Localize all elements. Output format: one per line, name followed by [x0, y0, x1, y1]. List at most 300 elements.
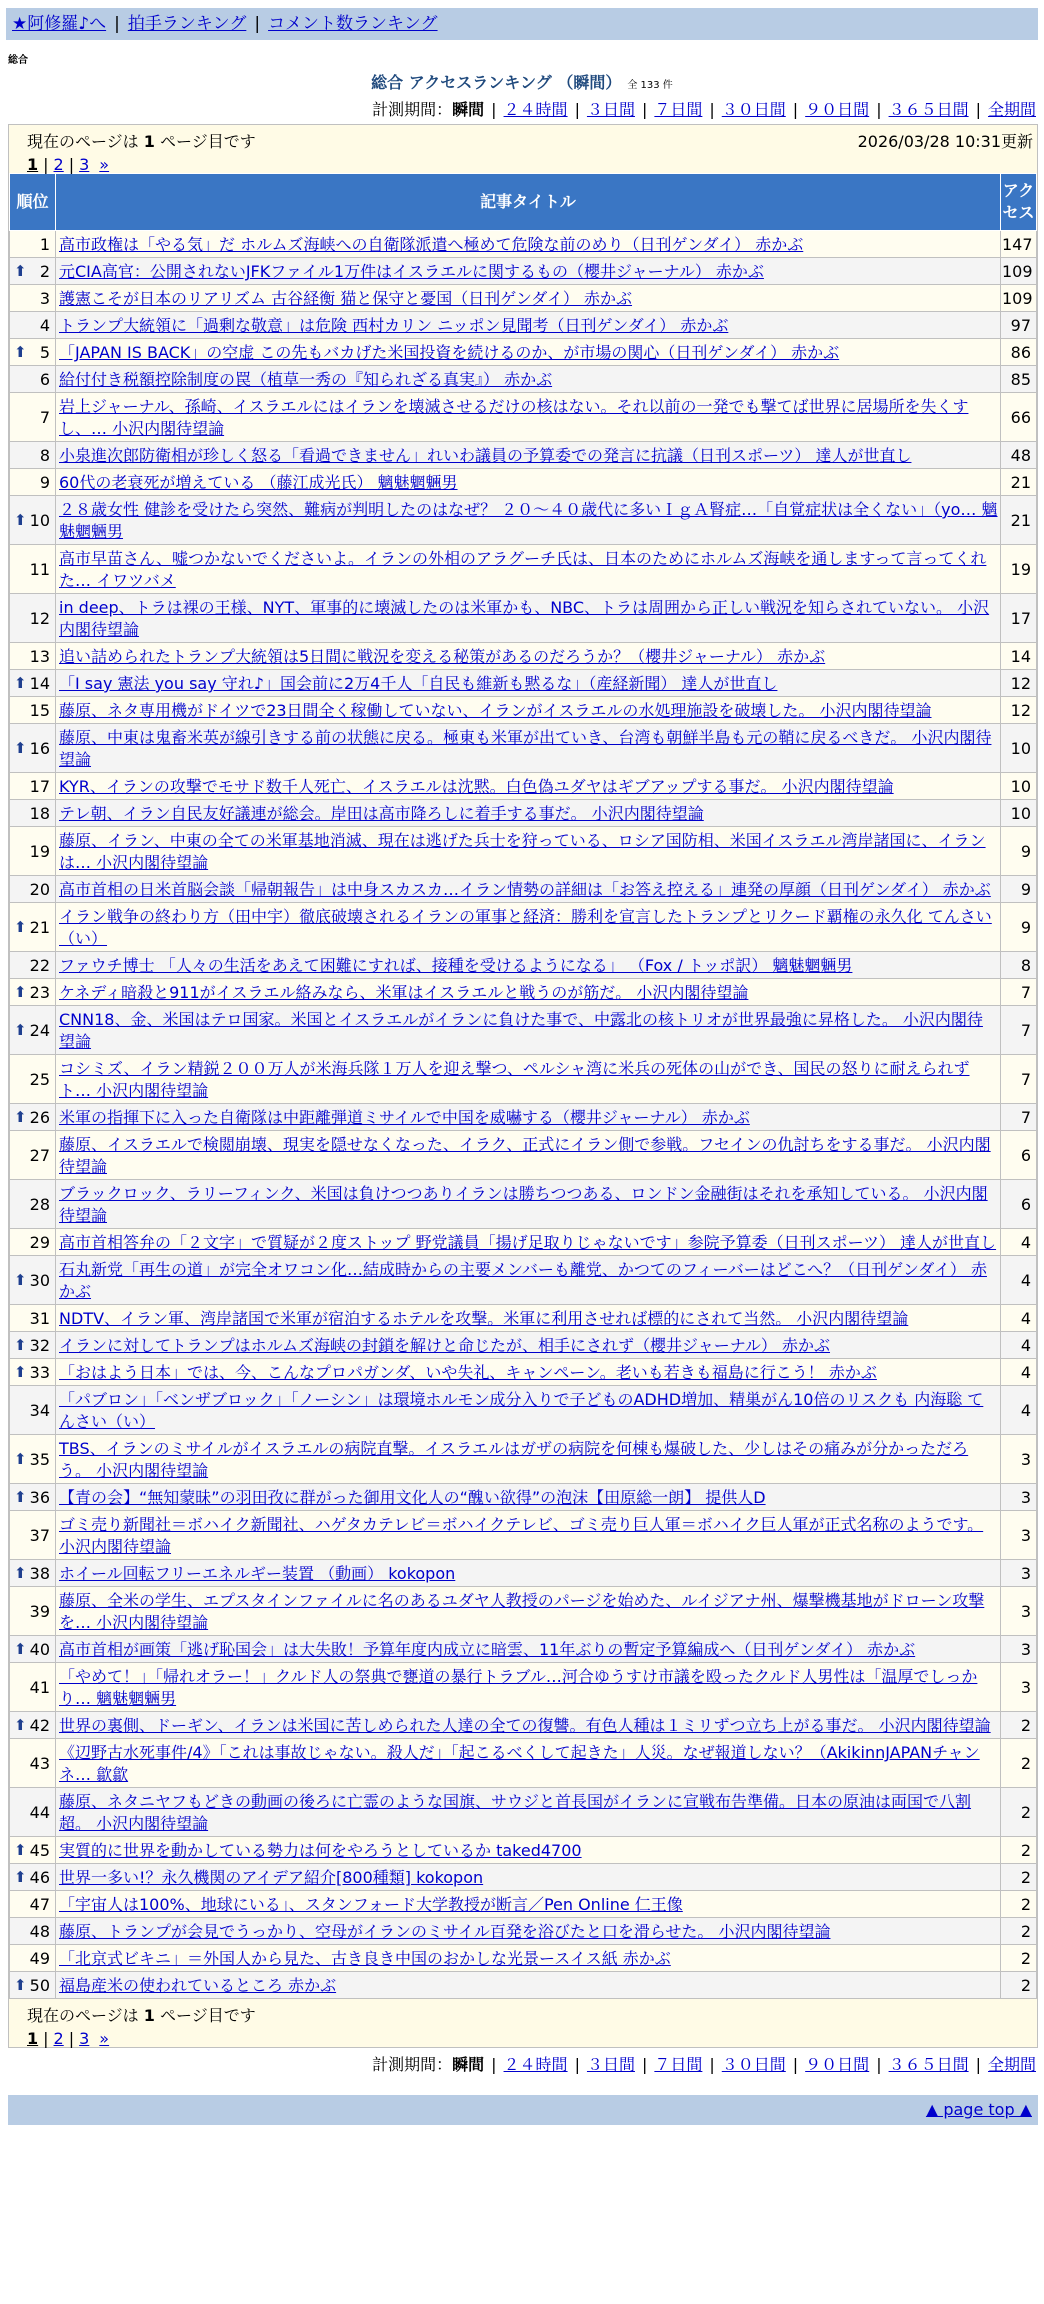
rank-number: 2: [39, 261, 50, 281]
period-separator: |: [975, 100, 981, 119]
up-arrow-icon: ⬆: [14, 674, 27, 692]
period-separator: |: [876, 100, 882, 119]
period-option[interactable]: ９０日間: [805, 100, 870, 119]
pager-separator: |: [43, 155, 49, 174]
access-count: 86: [1001, 339, 1037, 366]
period-separator: |: [709, 100, 715, 119]
page-info-bottom: [9, 1999, 1037, 2047]
rank-cell: [10, 1180, 56, 1229]
access-count: 2: [1001, 1918, 1037, 1945]
rank-number: 25: [29, 1069, 50, 1089]
table-row: [10, 366, 1037, 393]
table-row: [10, 1511, 1037, 1560]
nav-separator: |: [254, 14, 261, 34]
rank-cell: [10, 1104, 56, 1131]
title-cell: [56, 1180, 1001, 1229]
table-row: [10, 496, 1037, 545]
period-option[interactable]: ３０日間: [721, 100, 786, 119]
category-label: 総合: [8, 55, 28, 66]
rank-cell: [10, 1359, 56, 1386]
access-count: 21: [1001, 469, 1037, 496]
rank-cell: [10, 1587, 56, 1636]
title-cell: [56, 496, 1001, 545]
rank-cell: [10, 1891, 56, 1918]
table-row: [10, 393, 1037, 442]
updated-time: 2026/03/28 10:31更新: [857, 132, 1033, 151]
rank-number: 41: [29, 1677, 50, 1697]
title-cell: [56, 1663, 1001, 1712]
access-count: 2: [1001, 1788, 1037, 1837]
title-cell: [56, 1229, 1001, 1256]
period-option[interactable]: 全期間: [987, 2055, 1036, 2074]
article-link[interactable]: KYR、イランの攻撃でモサド数千人死亡、イスラエルは沈黙。白色偽ユダヤはギブアップする事だ。 小沢内閣待望論: [59, 777, 894, 796]
article-link[interactable]: ファウチ博士 「人々の生活をあえて困難にすれば、接種を受けるようになる」 （Fox / トッポ訳） 魑魅魍魎男: [59, 956, 853, 975]
rank-cell: [10, 773, 56, 800]
access-count: 4: [1001, 1332, 1037, 1359]
ranking-total: 全 133 件: [627, 80, 673, 91]
article-link[interactable]: 藤原、イラン、中東の全ての米軍基地消滅、現在は逃げた兵士を狩っている、ロシア国防相、米国イスラエル湾岸諸国に、イランは… 小沢内閣待望論: [59, 831, 986, 872]
article-link[interactable]: トランプ大統領に「過剰な敬意」は危険 西村カリン ニッポン見聞考（日刊ゲンダイ） 赤かぶ: [59, 316, 729, 335]
table-row: [10, 643, 1037, 670]
article-link[interactable]: ホイール回転フリーエネルギー装置 （動画） kokopon: [59, 1564, 456, 1583]
access-count: 4: [1001, 1386, 1037, 1435]
table-row: [10, 952, 1037, 979]
rank-number: 6: [39, 369, 50, 389]
up-arrow-icon: ⬆: [14, 262, 27, 280]
article-link[interactable]: in deep、トラは裸の王様、NYT、軍事的に壊滅したのは米軍かも、NBC、トラは周囲から正しい戦況を知らされていない。 小沢内閣待望論: [59, 598, 990, 639]
period-separator: |: [975, 2055, 981, 2074]
title-cell: [56, 285, 1001, 312]
rank-cell: [10, 724, 56, 773]
article-link[interactable]: 「やめて！」「帰れオラー！」クルド人の祭典で甕道の暴行トラブル…河合ゆうすけ市議を殴ったクルド人男性は「温厚でしっかり… 魑魅魍魎男: [59, 1667, 978, 1708]
article-link[interactable]: ゴミ売り新聞社＝ボハイク新聞社、ハゲタカテレビ＝ボハイクテレビ、ゴミ売り巨人軍＝ボハイク巨人軍が正式名称のようです。 小沢内閣待望論: [59, 1515, 984, 1556]
access-count: 8: [1001, 952, 1037, 979]
pager-next[interactable]: »: [99, 155, 110, 174]
access-count: 4: [1001, 1229, 1037, 1256]
pager-top: [27, 155, 1031, 174]
title-cell: [56, 1712, 1001, 1739]
rank-number: 15: [29, 700, 50, 720]
title-cell: [56, 1788, 1001, 1837]
table-row: [10, 1972, 1037, 1999]
article-link[interactable]: 追い詰められたトランプ大統領は5日間に戦況を変える秘策があるのだろうか？（櫻井ジャーナル） 赤かぶ: [59, 647, 826, 666]
title-cell: [56, 1386, 1001, 1435]
article-link[interactable]: 高市首相の日米首脳会談「帰朝報告」は中身スカスカ…イラン情勢の詳細は「お答え控える」連発の厚顔（日刊ゲンダイ） 赤かぶ: [59, 880, 991, 899]
table-row: [10, 1945, 1037, 1972]
up-arrow-icon: ⬆: [14, 1021, 27, 1039]
period-option[interactable]: ３６５日間: [888, 2055, 969, 2074]
access-count: 3: [1001, 1511, 1037, 1560]
title-cell: [56, 231, 1001, 258]
rank-cell: [10, 1332, 56, 1359]
article-link[interactable]: 「北京式ビキニ」＝外国人から見た、古き良き中国のおかしな光景ースイス紙 赤かぶ: [59, 1949, 671, 1968]
table-row: [10, 312, 1037, 339]
period-option[interactable]: ９０日間: [805, 2055, 870, 2074]
table-row: [10, 876, 1037, 903]
pager-separator: |: [68, 155, 75, 174]
title-cell: [56, 724, 1001, 773]
table-row: [10, 231, 1037, 258]
article-link[interactable]: 米軍の指揮下に入った自衛隊は中距離弾道ミサイルで中国を威嚇する（櫻井ジャーナル） 赤かぶ: [59, 1108, 750, 1127]
pager-link[interactable]: 2: [53, 2029, 64, 2048]
up-arrow-icon: ⬆: [14, 1976, 27, 1994]
period-label: 計測期間：: [372, 100, 453, 119]
table-row: [10, 903, 1037, 952]
up-arrow-icon: ⬆: [14, 1108, 27, 1126]
table-row: [10, 285, 1037, 312]
rank-number: 38: [29, 1563, 50, 1583]
title-cell: [56, 773, 1001, 800]
title-cell: [56, 827, 1001, 876]
rank-number: 19: [29, 841, 50, 861]
rank-number: 13: [29, 646, 50, 666]
access-count: 97: [1001, 312, 1037, 339]
table-row: [10, 1055, 1037, 1104]
article-link[interactable]: 60代の老衰死が増えている （藤江成光氏） 魑魅魍魎男: [59, 473, 458, 492]
access-count: 7: [1001, 1104, 1037, 1131]
rank-number: 27: [29, 1145, 50, 1165]
rank-cell: [10, 979, 56, 1006]
period-separator: |: [574, 100, 580, 119]
rank-number: 17: [29, 776, 50, 796]
title-cell: [56, 903, 1001, 952]
up-arrow-icon: ⬆: [14, 1841, 27, 1859]
ranking-table-body: [10, 231, 1037, 1999]
page-indicator: 現在のページは 1 ページ目です: [27, 132, 256, 151]
rank-number: 46: [29, 1867, 50, 1887]
access-count: 3: [1001, 1435, 1037, 1484]
rank-cell: [10, 545, 56, 594]
rank-number: 4: [39, 315, 50, 335]
rank-cell: [10, 1739, 56, 1788]
rank-cell: [10, 903, 56, 952]
article-link[interactable]: テレ朝、イラン自民友好議連が総会。岸田は高市降ろしに着手する事だ。 小沢内閣待望論: [59, 804, 704, 823]
title-cell: [56, 952, 1001, 979]
rank-cell: [10, 1305, 56, 1332]
access-count: 6: [1001, 1180, 1037, 1229]
period-option[interactable]: ７日間: [654, 2055, 703, 2074]
rank-cell: [10, 469, 56, 496]
footer-bar: [8, 2095, 1038, 2125]
rank-cell: [10, 1837, 56, 1864]
article-link[interactable]: 「JAPAN IS BACK」の空虚 この先もバカげた米国投資を続けるのか、が市場の関心（日刊ゲンダイ） 赤かぶ: [59, 343, 840, 362]
article-link[interactable]: 「おはよう日本」では、今、こんなプロパガンダ、いや失礼、キャンペーン。老いも若きも福島に行こう！ 赤かぶ: [59, 1363, 877, 1382]
table-row: [10, 1891, 1037, 1918]
period-selector-bottom: [0, 2052, 1036, 2075]
article-link[interactable]: 《辺野古水死事件/4》「これは事故じゃない。殺人だ」「起こるべくして起きた」人災。なぜ報道しない？（AkikinnJAPANチャンネ… 歙歙: [59, 1743, 980, 1784]
pager-link[interactable]: 2: [53, 155, 64, 174]
table-row: [10, 1104, 1037, 1131]
table-row: [10, 442, 1037, 469]
col-count-header: アクセス: [1001, 174, 1037, 231]
up-arrow-icon: ⬆: [14, 1488, 27, 1506]
period-separator: |: [641, 100, 648, 119]
table-row: [10, 1864, 1037, 1891]
article-link[interactable]: NDTV、イラン軍、湾岸諸国で米軍が宿泊するホテルを攻撃。米軍に利用させれば標的にされて当然。 小沢内閣待望論: [59, 1309, 909, 1328]
access-count: 9: [1001, 903, 1037, 952]
article-link[interactable]: コシミズ、イラン精鋭２００万人が米海兵隊１万人を迎え撃つ、ペルシャ湾に米兵の死体の山ができ、国民の怒りに耐えられずト… 小沢内閣待望論: [59, 1059, 970, 1100]
article-link[interactable]: CNN18、金、米国はテロ国家。米国とイスラエルがイランに負けた事で、中露北の核トリオが世界最強に昇格した。 小沢内閣待望論: [59, 1010, 983, 1051]
title-cell: [56, 469, 1001, 496]
table-row: [10, 773, 1037, 800]
article-link[interactable]: 高市首相答弁の「２文字」で質疑が２度ストップ 野党議員「揚げ足取りじゃないです」参院予算委（日刊スポーツ） 達人が世直し: [59, 1233, 997, 1252]
article-link[interactable]: 給付付き税額控除制度の罠（植草一秀の『知られざる真実』） 赤かぶ: [59, 370, 553, 389]
article-link[interactable]: 高市政権は「やる気」だ ホルムズ海峡への自衛隊派遣へ極めて危険な前のめり（日刊ゲンダイ） 赤かぶ: [59, 235, 804, 254]
access-count: 4: [1001, 1256, 1037, 1305]
table-row: [10, 1918, 1037, 1945]
rank-number: 18: [29, 803, 50, 823]
access-count: 2: [1001, 1712, 1037, 1739]
access-count: 19: [1001, 545, 1037, 594]
rank-number: 36: [29, 1487, 50, 1507]
title-cell: [56, 643, 1001, 670]
article-link[interactable]: TBS、イランのミサイルがイスラエルの病院直撃。イスラエルはガザの病院を何棟も爆破した、少しはその痛みが分かっただろう。 小沢内閣待望論: [59, 1439, 969, 1480]
table-row: [10, 258, 1037, 285]
access-count: 7: [1001, 979, 1037, 1006]
article-link[interactable]: 世界の裏側、ドーギン、イランは米国に苦しめられた人達の全ての復讐。有色人種は１ミリずつ立ち上がる事だ。 小沢内閣待望論: [59, 1716, 991, 1735]
table-row: [10, 1229, 1037, 1256]
access-count: 3: [1001, 1636, 1037, 1663]
access-count: 2: [1001, 1739, 1037, 1788]
rank-number: 32: [29, 1335, 50, 1355]
rank-number: 49: [29, 1948, 50, 1968]
rank-number: 44: [29, 1802, 50, 1822]
pager-current: 1: [27, 155, 39, 174]
article-link[interactable]: 岩上ジャーナル、孫崎、イスラエルにはイランを壊滅させるだけの核はない。それ以前の一発でも撃てば世界に居場所を失くすし、… 小沢内閣待望論: [59, 397, 969, 438]
access-count: 48: [1001, 442, 1037, 469]
article-link[interactable]: 高市首相が画策「逃げ恥国会」は大失敗！予算年度内成立に暗雲、11年ぶりの暫定予算編成へ（日刊ゲンダイ） 赤かぶ: [59, 1640, 916, 1659]
rank-cell: [10, 1560, 56, 1587]
up-arrow-icon: ⬆: [14, 511, 27, 529]
rank-number: 12: [29, 608, 50, 628]
title-cell: [56, 697, 1001, 724]
up-arrow-icon: ⬆: [14, 1363, 27, 1381]
rank-cell: [10, 393, 56, 442]
access-count: 2: [1001, 1891, 1037, 1918]
rank-cell: [10, 442, 56, 469]
article-link[interactable]: 世界一多い!？永久機関のアイデア紹介[800種類] kokopon: [59, 1868, 484, 1887]
title-cell: [56, 1972, 1001, 1999]
rank-number: 31: [29, 1308, 50, 1328]
article-link[interactable]: 「I say 憲法 you say 守れ♪」国会前に2万4千人「自民も維新も黙るな」（産経新聞） 達人が世直し: [59, 674, 778, 693]
period-option[interactable]: ３６５日間: [888, 100, 969, 119]
rank-number: 8: [39, 445, 50, 465]
pager-link[interactable]: 3: [79, 155, 90, 174]
pager-bottom: [27, 2029, 1031, 2048]
access-count: 3: [1001, 1484, 1037, 1511]
ranking-title: 総合 アクセスランキング （瞬間）: [371, 73, 622, 92]
article-link[interactable]: 藤原、ネタニヤフもどきの動画の後ろに亡霊のような国旗、サウジと首長国がイランに宣戦布告準備。日本の原油は両国で八割超。 小沢内閣待望論: [59, 1792, 972, 1833]
article-link[interactable]: 「宇宙人は100%、地球にいる」、スタンフォード大学教授が断言／Pen Online 仁王像: [59, 1895, 683, 1914]
ranking-panel: [8, 124, 1038, 2048]
rank-number: 40: [29, 1639, 50, 1659]
up-arrow-icon: ⬆: [14, 1450, 27, 1468]
title-cell: [56, 258, 1001, 285]
access-count: 4: [1001, 1359, 1037, 1386]
access-count: 10: [1001, 800, 1037, 827]
title-cell: [56, 1435, 1001, 1484]
title-cell: [56, 1587, 1001, 1636]
article-link[interactable]: 藤原、中東は鬼畜米英が線引きする前の状態に戻る。極東も米軍が出ていき、台湾も朝鮮半島も元の鞘に戻るべきだ。 小沢内閣待望論: [59, 728, 992, 769]
rank-number: 14: [29, 673, 50, 693]
period-option[interactable]: ２４時間: [503, 2055, 568, 2074]
title-cell: [56, 800, 1001, 827]
clap-ranking-link[interactable]: 拍手ランキング: [127, 14, 247, 34]
period-option[interactable]: ２４時間: [503, 100, 568, 119]
period-separator: |: [792, 2055, 799, 2074]
up-arrow-icon: ⬆: [14, 1564, 27, 1582]
rank-number: 30: [29, 1270, 50, 1290]
period-label: 計測期間：: [372, 2055, 453, 2074]
period-option[interactable]: ７日間: [654, 100, 703, 119]
rank-cell: [10, 1636, 56, 1663]
article-link[interactable]: 「パブロン」「ベンザブロック」「ノーシン」は環境ホルモン成分入りで子どものADHD増加、精巣がん10倍のリスクも 内海聡 てんさい（い）: [59, 1390, 984, 1431]
col-title-header: 記事タイトル: [56, 174, 1001, 231]
article-link[interactable]: 藤原、イスラエルで検閲崩壊、現実を隠せなくなった、イラク、正式にイラン側で参戦。フセインの仇討ちをする事だ。 小沢内閣待望論: [59, 1135, 991, 1176]
table-row: [10, 1006, 1037, 1055]
rank-cell: [10, 366, 56, 393]
up-arrow-icon: ⬆: [14, 739, 27, 757]
access-count: 7: [1001, 1055, 1037, 1104]
title-cell: [56, 545, 1001, 594]
rank-number: 10: [29, 510, 50, 530]
table-row: [10, 1359, 1037, 1386]
access-count: 3: [1001, 1587, 1037, 1636]
period-option[interactable]: 全期間: [987, 100, 1036, 119]
table-row: [10, 1256, 1037, 1305]
table-row: [10, 697, 1037, 724]
pager-next[interactable]: »: [99, 2029, 110, 2048]
rank-number: 11: [29, 559, 50, 579]
access-count: 147: [1001, 231, 1037, 258]
rank-cell: [10, 876, 56, 903]
rank-cell: [10, 231, 56, 258]
period-separator: |: [491, 2055, 497, 2074]
table-row: [10, 1131, 1037, 1180]
article-link[interactable]: 藤原、トランプが会見でうっかり、空母がイランのミサイル百発を浴びたと口を滑らせた。 小沢内閣待望論: [59, 1922, 831, 1941]
rank-cell: [10, 1256, 56, 1305]
period-option[interactable]: ３日間: [586, 2055, 635, 2074]
rank-number: 50: [29, 1975, 50, 1995]
article-link[interactable]: ブラックロック、ラリーフィンク、米国は負けつつありイランは勝ちつつある、ロンドン金融街はそれを承知している。 小沢内閣待望論: [59, 1184, 988, 1225]
article-link[interactable]: 実質的に世界を動かしている勢力は何をやろうとしているか taked4700: [59, 1841, 582, 1860]
period-option[interactable]: ３０日間: [721, 2055, 786, 2074]
access-count: 2: [1001, 1945, 1037, 1972]
home-link[interactable]: ★阿修羅♪へ: [12, 14, 107, 34]
nav-separator: |: [114, 14, 120, 34]
title-cell: [56, 979, 1001, 1006]
rank-number: 16: [29, 738, 50, 758]
rank-cell: [10, 1006, 56, 1055]
ranking-table: [9, 173, 1037, 1999]
rank-number: 9: [39, 472, 50, 492]
title-cell: [56, 1006, 1001, 1055]
article-link[interactable]: 藤原、全米の学生、エプスタインファイルに名のあるユダヤ人教授のパージを始めた、ルイジアナ州、爆撃機基地がドローン攻撃を… 小沢内閣待望論: [59, 1591, 985, 1632]
period-selector-top: [0, 97, 1036, 120]
title-cell: [56, 1739, 1001, 1788]
comment-ranking-link[interactable]: コメント数ランキング: [268, 14, 438, 34]
title-cell: [56, 1511, 1001, 1560]
article-link[interactable]: 元CIA高官：公開されないJFKファイル1万件はイスラエルに関するもの（櫻井ジャーナル） 赤かぶ: [59, 262, 764, 281]
rank-cell: [10, 1131, 56, 1180]
rank-cell: [10, 312, 56, 339]
page-top-link[interactable]: ▲ page top ▲: [925, 2100, 1032, 2119]
ranking-heading: [0, 70, 1044, 93]
article-link[interactable]: 石丸新党「再生の道」が完全オワコン化…結成時からの主要メンバーも離党、かつてのフィーバーはどこへ？（日刊ゲンダイ） 赤かぶ: [59, 1260, 987, 1301]
rank-cell: [10, 1972, 56, 1999]
up-arrow-icon: ⬆: [14, 1868, 27, 1886]
rank-number: 45: [29, 1840, 50, 1860]
article-link[interactable]: 小泉進次郎防衛相が珍しく怒る「看過できません」れいわ議員の予算委での発言に抗議（日刊スポーツ） 達人が世直し: [59, 446, 912, 465]
access-count: 3: [1001, 1560, 1037, 1587]
article-link[interactable]: 【青の会】“無知蒙昧”の羽田孜に群がった御用文化人の“醜い欲得”の泡沫【田原総一朗】 提供人D: [59, 1488, 766, 1507]
rank-cell: [10, 1663, 56, 1712]
rank-cell: [10, 1055, 56, 1104]
article-link[interactable]: イラン戦争の終わり方（田中宇）徹底破壊されるイランの軍事と経済：勝利を宣言したトランプとリクード覇権の永久化 てんさい（い）: [59, 907, 992, 948]
up-arrow-icon: ⬆: [14, 1716, 27, 1734]
period-option[interactable]: ３日間: [586, 100, 635, 119]
rank-number: 7: [39, 407, 50, 427]
rank-cell: [10, 1712, 56, 1739]
rank-cell: [10, 594, 56, 643]
period-current: 瞬間: [452, 2055, 485, 2074]
rank-number: 5: [39, 342, 50, 362]
page-indicator: 現在のページは 1 ページ目です: [27, 2006, 256, 2025]
access-count: 6: [1001, 1131, 1037, 1180]
pager-current: 1: [27, 2029, 39, 2048]
table-row: [10, 1663, 1037, 1712]
title-cell: [56, 312, 1001, 339]
access-count: 109: [1001, 258, 1037, 285]
access-count: 21: [1001, 496, 1037, 545]
access-count: 12: [1001, 697, 1037, 724]
article-link[interactable]: 藤原、ネタ専用機がドイツで23日間全く稼働していない、イランがイスラエルの水処理施設を破壊した。 小沢内閣待望論: [59, 701, 932, 720]
table-row: [10, 1180, 1037, 1229]
page-info-top: [9, 125, 1037, 173]
rank-number: 35: [29, 1449, 50, 1469]
period-current: 瞬間: [452, 100, 485, 119]
period-separator: |: [574, 2055, 580, 2074]
article-link[interactable]: 高市早苗さん、嘘つかないでくださいよ。イランの外相のアラグーチ氏は、日本のためにホルムズ海峡を通しますって言ってくれた… イワツバメ: [59, 549, 987, 590]
article-link[interactable]: ２８歳女性 健診を受けたら突然、難病が判明したのはなぜ？ ２０～４０歳代に多いＩｇＡ腎症…「自覚症状は全くない」（yo… 魑魅魍魎男: [59, 500, 998, 541]
table-row: [10, 1712, 1037, 1739]
article-link[interactable]: イランに対してトランプはホルムズ海峡の封鎖を解けと命じたが、相手にされず（櫻井ジャーナル） 赤かぶ: [59, 1336, 831, 1355]
pager-link[interactable]: 3: [79, 2029, 90, 2048]
up-arrow-icon: ⬆: [14, 1336, 27, 1354]
article-link[interactable]: ケネディ暗殺と911がイスラエル絡みなら、米軍はイスラエルと戦うのが筋だ。 小沢内閣待望論: [59, 983, 749, 1002]
table-row: [10, 545, 1037, 594]
table-row: [10, 724, 1037, 773]
title-cell: [56, 1945, 1001, 1972]
rank-number: 43: [29, 1753, 50, 1773]
title-cell: [56, 442, 1001, 469]
rank-cell: [10, 643, 56, 670]
title-cell: [56, 670, 1001, 697]
rank-cell: [10, 285, 56, 312]
up-arrow-icon: ⬆: [14, 343, 27, 361]
rank-cell: [10, 670, 56, 697]
up-arrow-icon: ⬆: [14, 1271, 27, 1289]
article-link[interactable]: 福島産米の使われているところ 赤かぶ: [59, 1976, 337, 1995]
rank-number: 28: [29, 1194, 50, 1214]
article-link[interactable]: 護憲こそが日本のリアリズム 古谷経衡 猫と保守と憂国（日刊ゲンダイ） 赤かぶ: [59, 289, 633, 308]
rank-number: 23: [29, 982, 50, 1002]
rank-cell: [10, 339, 56, 366]
title-cell: [56, 1484, 1001, 1511]
access-count: 9: [1001, 827, 1037, 876]
title-cell: [56, 1055, 1001, 1104]
rank-number: 1: [39, 234, 50, 254]
